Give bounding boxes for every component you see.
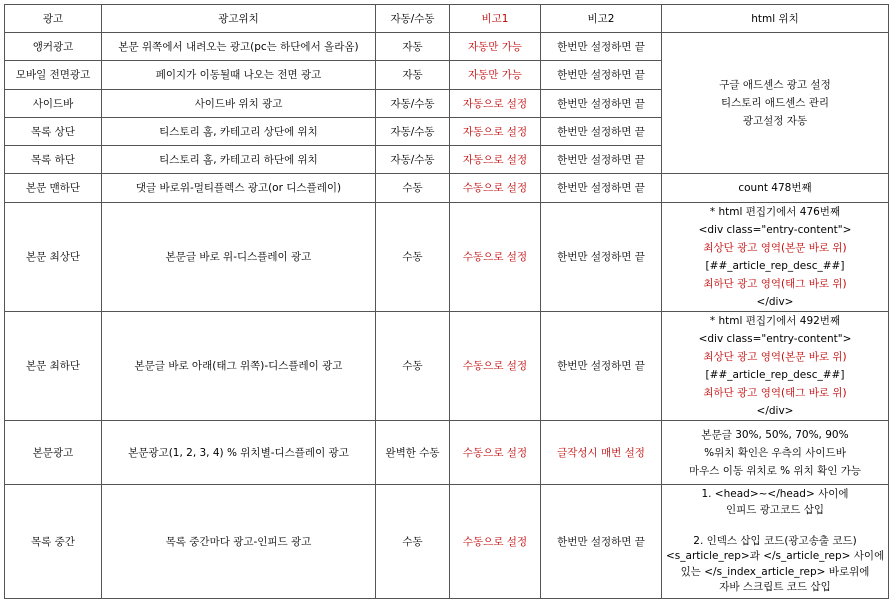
header-position: 광고위치 (102, 5, 376, 33)
cell-note2: 한번만 설정하면 끝 (541, 33, 662, 61)
cell-note1: 자동만 가능 (450, 61, 541, 90)
cell-note1: 수동으로 설정 (450, 485, 541, 599)
header-ad: 광고 (5, 5, 102, 33)
html-line: %위치 확인은 우측의 사이드바 (704, 446, 846, 459)
html-line: count 478번째 (738, 182, 812, 194)
cell-position: 티스토리 홈, 카테고리 상단에 위치 (102, 118, 376, 146)
cell-mode: 수동 (376, 312, 450, 421)
cell-note1: 자동으로 설정 (450, 118, 541, 146)
cell-position: 본문 위쪽에서 내려오는 광고(pc는 하단에서 올라옴) (102, 33, 376, 61)
html-line: * html 편집기에서 476번째 (709, 206, 841, 218)
html-line (666, 518, 884, 534)
header-note2: 비고2 (541, 5, 662, 33)
cell-note1: 자동으로 설정 (450, 90, 541, 118)
cell-html (662, 485, 889, 599)
cell-note1: 수동으로 설정 (450, 203, 541, 312)
cell-position: 본문글 바로 위-디스플레이 광고 (102, 203, 376, 312)
cell-ad: 본문 최상단 (5, 203, 102, 312)
cell-position: 티스토리 홈, 카테고리 하단에 위치 (102, 146, 376, 174)
cell-mode: 수동 (376, 485, 450, 599)
cell-mode: 자동/수동 (376, 90, 450, 118)
html-line: 자바 스크립트 코드 삽입 (719, 581, 831, 594)
header-mode: 자동/수동 (376, 5, 450, 33)
cell-position: 사이드바 위치 광고 (102, 90, 376, 118)
html-line: 2. 인덱스 삽입 코드(광고송출 코드) (693, 534, 857, 547)
html-line: 광고설정 자동 (742, 115, 808, 127)
cell-note2: 한번만 설정하면 끝 (541, 485, 662, 599)
cell-mode: 자동/수동 (376, 118, 450, 146)
table-row (5, 485, 889, 599)
cell-ad: 목록 상단 (5, 118, 102, 146)
html-line: 1. <head>~</head> 사이에 (701, 488, 849, 501)
html-line: 최하단 광고 영역(태그 바로 위) (703, 387, 847, 399)
cell-position: 본문글 바로 아래(태그 위쪽)-디스플레이 광고 (102, 312, 376, 421)
html-line: <s_article_rep>과 </s_article_rep> 사이에 (666, 550, 885, 563)
html-line: 인피드 광고코드 삽입 (726, 503, 824, 516)
html-line: 최하단 광고 영역(태그 바로 위) (703, 278, 847, 290)
html-line: 본문글 30%, 50%, 70%, 90% (701, 428, 849, 441)
cell-ad: 본문 맨하단 (5, 174, 102, 203)
html-line: [##_article_rep_desc_##] (705, 369, 845, 381)
cell-note2: 한번만 설정하면 끝 (541, 312, 662, 421)
cell-html (662, 421, 889, 485)
cell-note2: 한번만 설정하면 끝 (541, 174, 662, 203)
html-line: <div class="entry-content"> (698, 333, 852, 345)
cell-mode: 자동/수동 (376, 146, 450, 174)
html-line: 마우스 이동 위치로 % 위치 확인 가능 (688, 464, 861, 477)
table-row (5, 203, 889, 312)
cell-ad: 목록 하단 (5, 146, 102, 174)
table-row (5, 421, 889, 485)
cell-note1: 수동으로 설정 (450, 174, 541, 203)
header-html: html 위치 (662, 5, 889, 33)
cell-note1: 수동으로 설정 (450, 312, 541, 421)
cell-note2: 한번만 설정하면 끝 (541, 203, 662, 312)
cell-ad: 모바일 전면광고 (5, 61, 102, 90)
html-line: [##_article_rep_desc_##] (705, 260, 845, 272)
cell-html (662, 174, 889, 203)
cell-note2: 글작성시 매번 설정 (541, 421, 662, 485)
cell-note2: 한번만 설정하면 끝 (541, 118, 662, 146)
html-line: </div> (756, 296, 794, 308)
cell-html (662, 203, 889, 312)
cell-position: 본문광고(1, 2, 3, 4) % 위치별-디스플레이 광고 (102, 421, 376, 485)
cell-note1: 자동만 가능 (450, 33, 541, 61)
cell-ad: 목록 중간 (5, 485, 102, 599)
cell-position: 목록 중간마다 광고-인피드 광고 (102, 485, 376, 599)
cell-position: 댓글 바로위-멀티플렉스 광고(or 디스플레이) (102, 174, 376, 203)
cell-html-merged (662, 33, 889, 174)
html-line: 있는 </s_index_article_rep> 바로위에 (680, 565, 870, 578)
html-line: </div> (756, 405, 794, 417)
cell-ad: 사이드바 (5, 90, 102, 118)
cell-html (662, 312, 889, 421)
ad-placement-table (4, 4, 889, 599)
cell-mode: 완벽한 수동 (376, 421, 450, 485)
cell-ad: 본문 최하단 (5, 312, 102, 421)
header-note1: 비고1 (450, 5, 541, 33)
html-line: * html 편집기에서 492번째 (709, 315, 841, 327)
cell-position: 페이지가 이동될때 나오는 전면 광고 (102, 61, 376, 90)
cell-ad: 앵커광고 (5, 33, 102, 61)
cell-ad: 본문광고 (5, 421, 102, 485)
cell-mode: 자동 (376, 61, 450, 90)
table-row (5, 33, 889, 61)
html-line: 최상단 광고 영역(본문 바로 위) (703, 351, 847, 363)
cell-note1: 수동으로 설정 (450, 421, 541, 485)
table-row (5, 312, 889, 421)
html-line: 구글 애드센스 광고 설정 (719, 79, 831, 91)
html-line: 티스토리 애드센스 관리 (720, 97, 830, 109)
cell-note1: 자동으로 설정 (450, 146, 541, 174)
html-line: 최상단 광고 영역(본문 바로 위) (703, 242, 847, 254)
cell-mode: 자동 (376, 33, 450, 61)
cell-mode: 수동 (376, 203, 450, 312)
cell-note2: 한번만 설정하면 끝 (541, 146, 662, 174)
header-row (5, 5, 889, 33)
cell-note2: 한번만 설정하면 끝 (541, 90, 662, 118)
cell-note2: 한번만 설정하면 끝 (541, 61, 662, 90)
html-line: <div class="entry-content"> (698, 224, 852, 236)
table-row (5, 174, 889, 203)
cell-mode: 수동 (376, 174, 450, 203)
